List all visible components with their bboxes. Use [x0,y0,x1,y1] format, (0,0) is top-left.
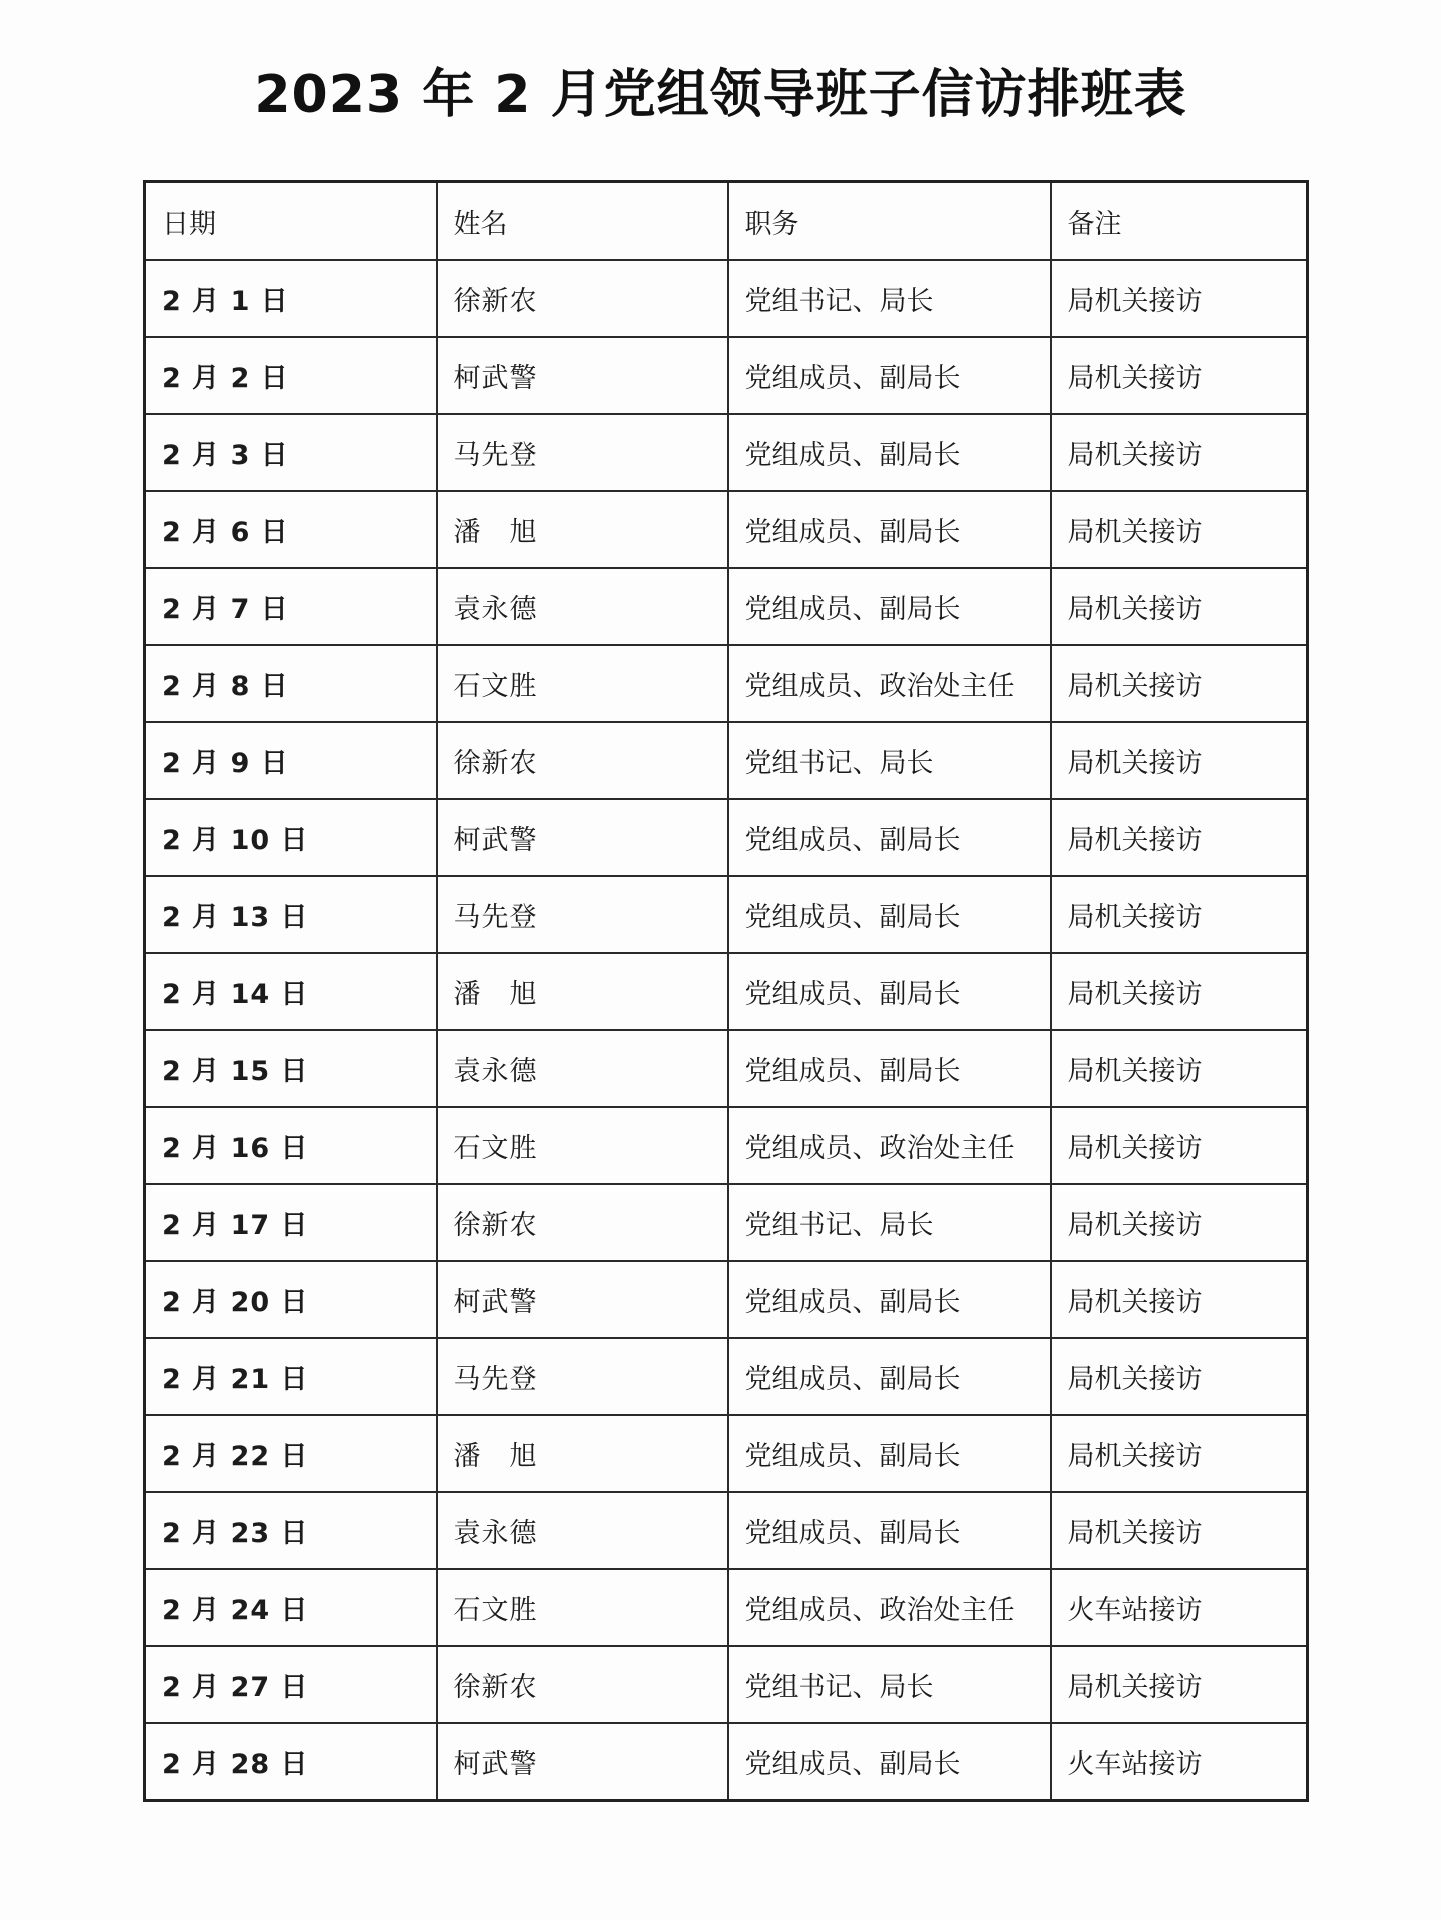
cell-note: 局机关接访 [1051,799,1308,876]
cell-name: 徐新农 [437,722,728,799]
table-row [145,491,1308,568]
cell-name: 石文胜 [437,645,728,722]
cell-name: 袁永德 [437,568,728,645]
cell-duty: 党组成员、副局长 [728,1723,1051,1801]
cell-duty: 党组成员、副局长 [728,953,1051,1030]
cell-name: 潘 旭 [437,953,728,1030]
cell-date: 2 月 27 日 [145,1646,437,1723]
cell-date: 2 月 15 日 [145,1030,437,1107]
cell-date: 2 月 10 日 [145,799,437,876]
table-row [145,1107,1308,1184]
table-row [145,1415,1308,1492]
table-row [145,568,1308,645]
cell-name: 徐新农 [437,260,728,337]
cell-duty: 党组成员、副局长 [728,1261,1051,1338]
cell-note: 局机关接访 [1051,337,1308,414]
table-row [145,1492,1308,1569]
cell-duty: 党组成员、副局长 [728,1030,1051,1107]
table-row [145,645,1308,722]
table-row [145,260,1308,337]
cell-note: 局机关接访 [1051,1338,1308,1415]
cell-name: 柯武警 [437,1261,728,1338]
cell-duty: 党组书记、局长 [728,260,1051,337]
table-row [145,1723,1308,1801]
table-row [145,876,1308,953]
page-title: 2023 年 2 月党组领导班子信访排班表 [254,65,1187,125]
table-row [145,1261,1308,1338]
cell-duty: 党组成员、副局长 [728,1415,1051,1492]
cell-note: 局机关接访 [1051,568,1308,645]
cell-name: 潘 旭 [437,1415,728,1492]
cell-name: 柯武警 [437,799,728,876]
cell-date: 2 月 17 日 [145,1184,437,1261]
cell-note: 局机关接访 [1051,1415,1308,1492]
cell-date: 2 月 28 日 [145,1723,437,1801]
table-row [145,1569,1308,1646]
schedule-table [143,180,1309,1802]
cell-date: 2 月 6 日 [145,491,437,568]
cell-date: 2 月 13 日 [145,876,437,953]
table-row [145,799,1308,876]
cell-note: 局机关接访 [1051,722,1308,799]
cell-note: 局机关接访 [1051,876,1308,953]
table-row [145,1646,1308,1723]
cell-note: 局机关接访 [1051,645,1308,722]
table-row [145,337,1308,414]
cell-name: 马先登 [437,876,728,953]
cell-date: 2 月 20 日 [145,1261,437,1338]
column-header-date: 日期 [145,182,437,261]
cell-note: 局机关接访 [1051,1492,1308,1569]
cell-duty: 党组成员、副局长 [728,568,1051,645]
table-row [145,1338,1308,1415]
cell-note: 局机关接访 [1051,1030,1308,1107]
cell-note: 局机关接访 [1051,1261,1308,1338]
cell-date: 2 月 8 日 [145,645,437,722]
cell-date: 2 月 22 日 [145,1415,437,1492]
cell-name: 石文胜 [437,1569,728,1646]
cell-duty: 党组成员、副局长 [728,1338,1051,1415]
cell-note: 火车站接访 [1051,1723,1308,1801]
cell-note: 局机关接访 [1051,953,1308,1030]
cell-note: 局机关接访 [1051,1184,1308,1261]
table-row [145,953,1308,1030]
table-row [145,1184,1308,1261]
cell-name: 袁永德 [437,1030,728,1107]
column-header-duty: 职务 [728,182,1051,261]
cell-date: 2 月 14 日 [145,953,437,1030]
cell-date: 2 月 16 日 [145,1107,437,1184]
cell-name: 袁永德 [437,1492,728,1569]
cell-duty: 党组成员、副局长 [728,799,1051,876]
table-row [145,722,1308,799]
cell-name: 马先登 [437,1338,728,1415]
cell-date: 2 月 3 日 [145,414,437,491]
cell-note: 火车站接访 [1051,1569,1308,1646]
cell-duty: 党组成员、副局长 [728,1492,1051,1569]
cell-duty: 党组成员、政治处主任 [728,1569,1051,1646]
cell-duty: 党组成员、副局长 [728,337,1051,414]
cell-date: 2 月 7 日 [145,568,437,645]
table-header-row [145,182,1308,261]
cell-name: 石文胜 [437,1107,728,1184]
cell-name: 柯武警 [437,1723,728,1801]
cell-duty: 党组成员、副局长 [728,876,1051,953]
cell-duty: 党组成员、政治处主任 [728,645,1051,722]
table-row [145,414,1308,491]
cell-date: 2 月 2 日 [145,337,437,414]
cell-note: 局机关接访 [1051,1107,1308,1184]
cell-date: 2 月 24 日 [145,1569,437,1646]
column-header-note: 备注 [1051,182,1308,261]
cell-duty: 党组成员、副局长 [728,414,1051,491]
cell-name: 徐新农 [437,1184,728,1261]
cell-date: 2 月 9 日 [145,722,437,799]
cell-name: 柯武警 [437,337,728,414]
cell-note: 局机关接访 [1051,260,1308,337]
cell-name: 马先登 [437,414,728,491]
cell-name: 潘 旭 [437,491,728,568]
cell-duty: 党组成员、副局长 [728,491,1051,568]
cell-duty: 党组书记、局长 [728,1646,1051,1723]
cell-note: 局机关接访 [1051,414,1308,491]
column-header-name: 姓名 [437,182,728,261]
cell-date: 2 月 1 日 [145,260,437,337]
cell-date: 2 月 23 日 [145,1492,437,1569]
cell-duty: 党组书记、局长 [728,1184,1051,1261]
cell-duty: 党组书记、局长 [728,722,1051,799]
cell-note: 局机关接访 [1051,491,1308,568]
cell-date: 2 月 21 日 [145,1338,437,1415]
table-row [145,1030,1308,1107]
cell-duty: 党组成员、政治处主任 [728,1107,1051,1184]
cell-name: 徐新农 [437,1646,728,1723]
cell-note: 局机关接访 [1051,1646,1308,1723]
